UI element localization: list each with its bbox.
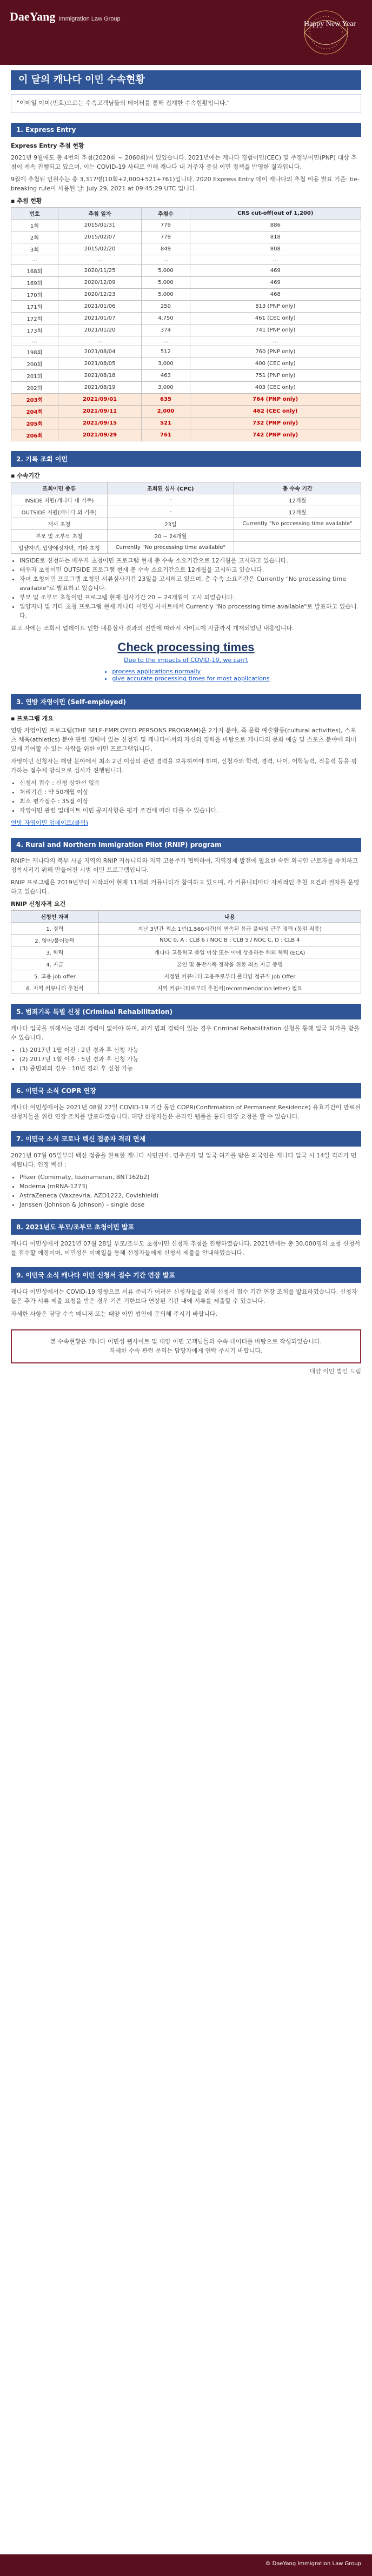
list-item: • 자영이민 관련 업데이트 이민 공지사항은 평가 조건에 따라 다를 수 있습니다. bbox=[19, 806, 361, 815]
logo-sub: Immigration Law Group bbox=[58, 16, 121, 22]
paragraph: 2021년 9월에도 총 4번의 추첨(2020회 ~ 2060회)이 있었습니다. 2021년에는 캐나다 경험이민(CEC) 및 주정부이민(PNP) 대상 추첨이 계속 진행되고 있으며, 이는 COVID-19 사태로 인해 캐나다 내 거주자 중심 이민 정책을 반영한 결과입니다. bbox=[11, 154, 357, 170]
table-cell: 5. 고용 job offer bbox=[11, 970, 99, 982]
table-cell: 2021/09/01 bbox=[58, 393, 142, 405]
table-cell: 재서 초청 bbox=[11, 518, 108, 529]
header bbox=[0, 0, 372, 65]
table-cell: 779 bbox=[142, 219, 190, 231]
check-title[interactable]: Check processing times bbox=[117, 640, 255, 654]
ornament-icon bbox=[294, 5, 358, 59]
table-cell: - bbox=[107, 494, 234, 506]
check-link[interactable]: • give accurate processing times for most applications bbox=[112, 675, 269, 682]
table-row bbox=[11, 255, 361, 264]
table-cell: … bbox=[58, 255, 142, 264]
table-cell: OUTSIDE 지원(캐나다 외 거주) bbox=[11, 506, 108, 518]
table-row bbox=[11, 369, 361, 381]
table-cell: 2021/09/29 bbox=[58, 429, 142, 441]
section-vaccine bbox=[11, 1131, 361, 1209]
table-row bbox=[11, 393, 361, 405]
table-cell: 250 bbox=[142, 300, 190, 312]
table-cell: 20 ~ 24개월 bbox=[107, 529, 234, 541]
table-cell: 469 bbox=[190, 276, 361, 288]
table-cell: … bbox=[190, 255, 361, 264]
table-cell: 200회 bbox=[11, 357, 58, 369]
table-label-text: 추첨 현황 bbox=[17, 197, 42, 204]
section-deadline-extension bbox=[11, 1267, 361, 1318]
section-title: 8. 2021년도 부모/조부모 초청이민 발표 bbox=[11, 1219, 361, 1235]
table-cell: 173회 bbox=[11, 324, 58, 336]
table-cell: 886 bbox=[190, 219, 361, 231]
rnip-table bbox=[11, 910, 361, 994]
table-row bbox=[11, 346, 361, 357]
check-due[interactable]: Due to the impacts of COVID-19, we can't bbox=[124, 657, 248, 664]
table-cell: 512 bbox=[142, 346, 190, 357]
table-row bbox=[11, 429, 361, 441]
table-cell: 2020/11/25 bbox=[58, 264, 142, 276]
table-cell: 808 bbox=[190, 243, 361, 255]
table-cell: 1. 경력 bbox=[11, 922, 99, 934]
table-cell: 201회 bbox=[11, 369, 58, 381]
list-item: • INSIDE로 신청하는 배우자 초청이민 프로그램 현재 총 수속 소요기간으로 12개월을 고시하고 있습니다. bbox=[19, 556, 361, 565]
paragraph: 캐나다 이민성에서는 2021년 08월 27일 COVID-19 기간 동안 COPR(Confirmation of Permanent Residence) 유효기간이 만료된 신청자들을 위한 연장 조치를 발표하였습니다. 해당 신청자들은 온라인 웹폼을 통해 연장 요청을 할 수 있습니다. bbox=[11, 1103, 361, 1120]
table-cell: 469 bbox=[190, 264, 361, 276]
section-label: ▪ 프로그램 개요 bbox=[11, 715, 54, 723]
table-cell: 5,000 bbox=[142, 288, 190, 300]
table-cell: 732 (PNP only) bbox=[190, 417, 361, 429]
list-item: • AstraZeneca (Vaxzevria, AZD1222, Covishield) bbox=[19, 1191, 361, 1200]
table-cell: 206회 bbox=[11, 429, 58, 441]
table-cell: 818 bbox=[190, 231, 361, 243]
table-cell: 2021/08/19 bbox=[58, 381, 142, 393]
paragraph: 캐나다 입국을 위해서는 범죄 경력이 없어야 하며, 과거 범죄 경력이 있는 경우 Criminal Rehabilitation 신청을 통해 입국 허가를 받을 수 있습니다. bbox=[11, 1024, 360, 1041]
table-cell: 764 (PNP only) bbox=[190, 393, 361, 405]
table-cell: Currently "No processing time available" bbox=[107, 541, 234, 553]
table-label: RNIP 신청자격 요건 bbox=[11, 900, 66, 908]
column-header: CRS cut-off(out of 1,200) bbox=[190, 207, 361, 219]
table-cell: 204회 bbox=[11, 405, 58, 417]
table-cell: 부모 및 조부모 초청 bbox=[11, 529, 108, 541]
list-item: • 부모 및 조부모 초청이민 프로그램 현재 심사기간 20 ~ 24개월이 고시 되었습니다. bbox=[19, 593, 361, 602]
list-item: • 자녀 초청이민 프로그램 초청인 서류심사기간 23일을 고시하고 있으며, 총 수속 소요기간은 Currently "No processing time available"로 발표하고 있습니다. bbox=[19, 574, 361, 593]
table-cell: 4. 자금 bbox=[11, 958, 99, 970]
paragraph: RNIP는 캐나다의 북부 시골 지역의 RNIP 커뮤니티와 지역 고용주가 협력하여, 지역경제 발전에 필요한 숙련 외국인 근로자를 유치하고 정착시키기 위해 만들어진 시범 이민 프로그램입니다. bbox=[11, 857, 358, 873]
table-cell: 2021/01/20 bbox=[58, 324, 142, 336]
list-item: • 신청서 접수 : 신청 상한선 없음 bbox=[19, 778, 361, 787]
table-row bbox=[11, 357, 361, 369]
table-row bbox=[11, 922, 361, 934]
table-cell: 3,000 bbox=[142, 357, 190, 369]
column-header: 총 수속 기간 bbox=[234, 482, 361, 494]
paragraph: 캐나다 이민성에서는 COVID-19 영향으로 서류 준비가 어려운 신청자들을 위해 신청서 접수 기간 연장 조치를 발표하였습니다. 신청자들은 추가 서류 제출 요청을 받은 경우 기존 기한보다 연장된 기간 내에 서류를 제출할 수 있습니다. bbox=[11, 1288, 357, 1305]
signature: 대양 이민 법인 드림 bbox=[309, 1367, 361, 1375]
table-cell: 2회 bbox=[11, 231, 58, 243]
table-cell: 지난 3년간 최소 1년(1,560시간)의 연속된 유급 풀타임 근무 경력 (동일 직종) bbox=[98, 922, 361, 934]
table-cell bbox=[234, 529, 361, 541]
paragraph: 9월에 추첨된 인원수는 총 3,317명(10회+2,000+521+761)입니다. 2020 Express Entry 데이 캐나다의 추첨 이용 발표 기준: tie-breaking rule이 사용된 날: July 29, 2021 at 09:45:29 UTC 입니다. bbox=[11, 175, 360, 192]
table-cell: 2015/01/31 bbox=[58, 219, 142, 231]
section-title: 7. 이민국 소식 코로나 백신 접종자 격리 면제 bbox=[11, 1131, 361, 1147]
section-title: 6. 이민국 소식 COPR 연장 bbox=[11, 1083, 361, 1098]
intro-text: "이메일 이미(번호)으로는 수속고객님들의 데이터를 통해 집계한 수속현황입니다." bbox=[11, 94, 361, 113]
table-cell: 169회 bbox=[11, 276, 58, 288]
section-title: 3. 연방 자영이민 (Self-employed) bbox=[11, 694, 361, 710]
list-item: • 배우자 초청이민 OUTSIDE 프로그램 현재 총 수속 소요기간으로 12개월을 고시하고 있습니다. bbox=[19, 565, 361, 574]
paragraph: 연방 자영이민 프로그램(THE SELF-EMPLOYED PERSONS PROGRAM)은 2가지 분야, 즉 문화 예술활동(cultural activities), 스포츠 체육(athletics) 분야 관련 경력이 있는 신청자 및 캐나다에서의 자신의 경력을 바탕으로 캐나다의 문화 예술 및 스포츠 분야에 의미있게 기여할 수 있는 사람을 위한 이민 프로그램입니다. bbox=[11, 727, 357, 753]
list-item: • 입양자녀 및 기타 초청 프로그램 현재 캐나다 이민성 사이트에서 Currently "No processing time available"로 발표하고 있습니다. bbox=[19, 602, 361, 620]
table-row bbox=[11, 946, 361, 958]
draw-table bbox=[11, 207, 361, 441]
table-row bbox=[11, 970, 361, 982]
greeting: Happy New Year bbox=[303, 20, 356, 28]
column-header: 번호 bbox=[11, 207, 58, 219]
table-cell: 1회 bbox=[11, 219, 58, 231]
table-row bbox=[11, 529, 361, 541]
table-cell: 5,000 bbox=[142, 264, 190, 276]
table-row bbox=[11, 288, 361, 300]
table-cell: 2,000 bbox=[142, 405, 190, 417]
table-row bbox=[11, 336, 361, 346]
table-row bbox=[11, 982, 361, 994]
table-row bbox=[11, 417, 361, 429]
list-item: • 최소 평가점수 : 35점 이상 bbox=[19, 797, 361, 806]
table-cell: 761 bbox=[142, 429, 190, 441]
info-list bbox=[11, 778, 361, 815]
table-cell: INSIDE 지원(캐나다 내 거주) bbox=[11, 494, 108, 506]
table-cell: … bbox=[190, 336, 361, 346]
section-express-entry bbox=[11, 123, 361, 441]
footer-line: 본 수속현황은 캐나다 이민성 웹사이트 및 대양 이민 고객님들의 수속 데이터를 바탕으로 작성되었습니다. bbox=[50, 1337, 322, 1345]
table-cell: NOC 0, A : CLB 6 / NOC B : CLB 5 / NOC C, D : CLB 4 bbox=[98, 934, 361, 946]
bottom-bar bbox=[0, 2554, 372, 2576]
table-row bbox=[11, 300, 361, 312]
footnote: 표고 자에는 조회서 업데이트 인한 내용심사 결과의 전반에 따라서 사이트에 지금까지 개재되었던 내용입니다. bbox=[11, 625, 294, 632]
table-cell: … bbox=[142, 255, 190, 264]
table-cell: 400 (CEC only) bbox=[190, 357, 361, 369]
logo bbox=[10, 10, 121, 24]
table-row bbox=[11, 219, 361, 231]
table-cell: 813 (PNP only) bbox=[190, 300, 361, 312]
section-copr bbox=[11, 1083, 361, 1121]
table-row bbox=[11, 381, 361, 393]
column-header: 조회이민 종류 bbox=[11, 482, 108, 494]
table-cell: 캐나다 고등학교 졸업 이상 또는 이에 상응하는 해외 학력 (ECA) bbox=[98, 946, 361, 958]
table-cell: 입양자녀, 입양예정자녀, 기타 초청 bbox=[11, 541, 108, 553]
table-row bbox=[11, 243, 361, 255]
list-item: • Janssen (Johnson & Johnson) – single dose bbox=[19, 1200, 361, 1209]
table-cell: … bbox=[58, 336, 142, 346]
table-row bbox=[11, 405, 361, 417]
table-row bbox=[11, 264, 361, 276]
table-cell: Currently "No processing time available" bbox=[234, 518, 361, 529]
table-cell: 지역 커뮤니티로부터 추천서(recommendation letter) 필요 bbox=[98, 982, 361, 994]
list-item: • (2) 2017년 1월 이후 : 5년 경과 후 신청 가능 bbox=[19, 1055, 361, 1064]
section-subtitle: Express Entry 추첨 현황 bbox=[11, 142, 84, 149]
paragraph: 자영이민 신청자는 해당 분야에서 최소 2년 이상의 관련 경력을 보유하여야 하며, 신청자의 학력, 경력, 나이, 어학능력, 적응력 등을 평가하는 점수제 방식으로 심사가 진행됩니다. bbox=[11, 758, 357, 774]
table-cell bbox=[234, 541, 361, 553]
table-cell: 635 bbox=[142, 393, 190, 405]
table-row bbox=[11, 518, 361, 529]
table-cell: 6. 지역 커뮤니티 추천서 bbox=[11, 982, 99, 994]
paragraph: 자세한 사항은 담당 수속 매니저 또는 대양 이민 법인에 문의해 주시기 바랍니다. bbox=[11, 1310, 217, 1317]
table-label: ▪ 추첨 현황 bbox=[11, 197, 42, 204]
table-cell: 741 (PNP only) bbox=[190, 324, 361, 336]
section-label-text: 프로그램 개요 bbox=[17, 715, 54, 723]
table-label-text: 수속기간 bbox=[17, 472, 40, 479]
table-cell: 779 bbox=[142, 231, 190, 243]
table-cell: 198회 bbox=[11, 346, 58, 357]
section-family-sponsorship bbox=[11, 451, 361, 684]
footer-line: 자세한 수속 관련 문의는 담당자에게 연락 주시기 바랍니다. bbox=[109, 1347, 263, 1355]
check-link[interactable]: • process applications normally bbox=[112, 668, 269, 675]
table-cell: - bbox=[107, 506, 234, 518]
list-item: • (1) 2017년 1월 이전 : 2년 경과 후 신청 가능 bbox=[19, 1045, 361, 1055]
copyright: © DaeYang Immigration Law Group bbox=[265, 2561, 361, 2567]
table-cell: 168회 bbox=[11, 264, 58, 276]
table-row bbox=[11, 276, 361, 288]
table-row bbox=[11, 494, 361, 506]
table-cell: 203회 bbox=[11, 393, 58, 405]
table-row bbox=[11, 934, 361, 946]
list-item: • Pfizer (Comirnaty, tozinameran, BNT162b2) bbox=[19, 1173, 361, 1182]
table-cell: 468 bbox=[190, 288, 361, 300]
table-cell: 2015/02/20 bbox=[58, 243, 142, 255]
table-row bbox=[11, 958, 361, 970]
table-cell: 지정된 커뮤니티 고용주로부터 풀타임 정규직 Job Offer bbox=[98, 970, 361, 982]
table-cell: 3,000 bbox=[142, 381, 190, 393]
section-title: 5. 범죄기록 특별 신청 (Criminal Rehabilitation) bbox=[11, 1004, 361, 1019]
table-cell: 2015/02/07 bbox=[58, 231, 142, 243]
column-header: 내용 bbox=[98, 910, 361, 922]
notes-list bbox=[11, 556, 361, 620]
table-cell: 462 (CEC only) bbox=[190, 405, 361, 417]
column-header: 추첨 일자 bbox=[58, 207, 142, 219]
column-header: 조회된 심사 (CPC) bbox=[107, 482, 234, 494]
table-cell: 2021/08/04 bbox=[58, 346, 142, 357]
table-cell: 742 (PNP only) bbox=[190, 429, 361, 441]
section-rnip bbox=[11, 838, 361, 994]
table-cell: 2021/09/11 bbox=[58, 405, 142, 417]
column-header: 추첨수 bbox=[142, 207, 190, 219]
list-item: • Moderna (mRNA-1273) bbox=[19, 1182, 361, 1191]
table-cell: … bbox=[142, 336, 190, 346]
list-item: • 처리기간 : 약 50개월 이상 bbox=[19, 787, 361, 797]
table-cell: 461 (CEC only) bbox=[190, 312, 361, 324]
paragraph: RNIP 프로그램은 2019년부터 시작되어 현재 11개의 커뮤니티가 참여하고 있으며, 각 커뮤니티마다 자체적인 추천 요건과 절차를 운영하고 있습니다. bbox=[11, 878, 360, 895]
table-cell: 2020/12/23 bbox=[58, 288, 142, 300]
table-cell: … bbox=[11, 255, 58, 264]
section-criminal-rehab bbox=[11, 1004, 361, 1073]
table-cell: … bbox=[11, 336, 58, 346]
table-label: ▪ 수속기간 bbox=[11, 472, 40, 479]
table-cell: 5,000 bbox=[142, 276, 190, 288]
table-cell: 12개월 bbox=[234, 506, 361, 518]
table-row bbox=[11, 506, 361, 518]
paragraph: 캐나다 이민성에서 2021년 07월 28일 부모/조부모 초청이민 신청자 추첨을 진행하였습니다. 2021년에는 총 30,000명의 초청 신청서를 접수할 예정이며, 이민성은 이메일을 통해 선정자들에게 신청서 제출을 안내하였습니다. bbox=[11, 1240, 361, 1257]
section-title: 2. 기록 조회 이민 bbox=[11, 451, 361, 467]
table-row bbox=[11, 541, 361, 553]
section-title: 1. Express Entry bbox=[11, 123, 361, 137]
table-cell: 23일 bbox=[107, 518, 234, 529]
processing-table bbox=[11, 482, 361, 554]
table-cell: 202회 bbox=[11, 381, 58, 393]
check-processing-box bbox=[11, 640, 361, 684]
table-cell: 521 bbox=[142, 417, 190, 429]
footer-box bbox=[11, 1329, 361, 1363]
check-list bbox=[102, 668, 269, 682]
table-cell: 3회 bbox=[11, 243, 58, 255]
self-employed-link[interactable]: 연방 자영이민 업데이트(클릭) bbox=[11, 819, 89, 827]
table-cell: 760 (PNP only) bbox=[190, 346, 361, 357]
table-cell: 2021/08/18 bbox=[58, 369, 142, 381]
paragraph: 2021년 07월 05일부터 백신 접종을 완료한 캐나다 시민권자, 영주권자 및 입국 허가를 받은 외국인은 캐나다 입국 시 14일 격리가 면제됩니다. 인정 백신 : bbox=[11, 1152, 357, 1169]
info-list bbox=[11, 1045, 361, 1073]
table-cell: 3. 학력 bbox=[11, 946, 99, 958]
list-item: • (3) 중범죄의 경우 : 10년 경과 후 신청 가능 bbox=[19, 1064, 361, 1073]
table-cell: 374 bbox=[142, 324, 190, 336]
table-row bbox=[11, 312, 361, 324]
table-cell: 2021/01/06 bbox=[58, 300, 142, 312]
table-cell: 205회 bbox=[11, 417, 58, 429]
page-title: 이 달의 캐나다 이민 수속현황 bbox=[11, 70, 361, 90]
table-cell: 2020/12/09 bbox=[58, 276, 142, 288]
table-row bbox=[11, 324, 361, 336]
table-cell: 2021/08/05 bbox=[58, 357, 142, 369]
table-cell: 4,750 bbox=[142, 312, 190, 324]
vaccine-list bbox=[11, 1173, 361, 1209]
section-pgp bbox=[11, 1219, 361, 1257]
table-cell: 2. 영어/불어능력 bbox=[11, 934, 99, 946]
table-cell: 2021/09/15 bbox=[58, 417, 142, 429]
column-header: 신청인 자격 bbox=[11, 910, 99, 922]
table-cell: 170회 bbox=[11, 288, 58, 300]
section-title: 9. 이민국 소식 캐나다 이민 신청서 접수 기간 연장 발표 bbox=[11, 1267, 361, 1283]
table-cell: 12개월 bbox=[234, 494, 361, 506]
table-cell: 463 bbox=[142, 369, 190, 381]
table-cell: 171회 bbox=[11, 300, 58, 312]
table-cell: 751 (PNP only) bbox=[190, 369, 361, 381]
table-cell: 403 (CEC only) bbox=[190, 381, 361, 393]
table-cell: 172회 bbox=[11, 312, 58, 324]
table-cell: 2021/01/07 bbox=[58, 312, 142, 324]
section-self-employed bbox=[11, 694, 361, 827]
section-title: 4. Rural and Northern Immigration Pilot (RNIP) program bbox=[11, 838, 361, 852]
logo-main: DaeYang bbox=[10, 10, 56, 23]
table-row bbox=[11, 231, 361, 243]
table-cell: 849 bbox=[142, 243, 190, 255]
table-cell: 본인 및 동반가족 정착을 위한 최소 자금 증명 bbox=[98, 958, 361, 970]
